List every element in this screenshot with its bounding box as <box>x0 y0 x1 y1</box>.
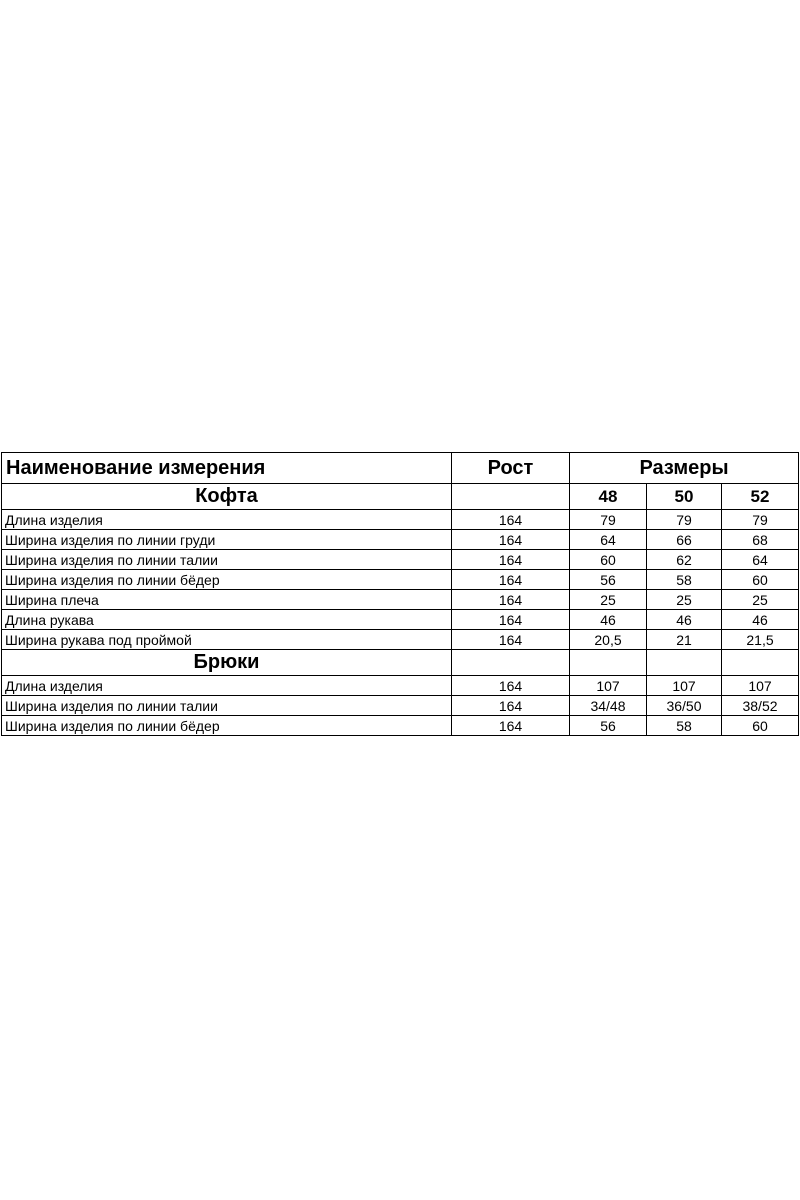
size-value: 107 <box>570 676 647 696</box>
size-value: 64 <box>722 550 799 570</box>
header-height: Рост <box>452 453 570 484</box>
size-value: 79 <box>722 510 799 530</box>
height-value: 164 <box>452 570 570 590</box>
measurement-name: Ширина рукава под проймой <box>2 630 452 650</box>
measurement-name: Ширина изделия по линии бёдер <box>2 716 452 736</box>
measurement-name: Ширина изделия по линии талии <box>2 696 452 716</box>
table-header-row <box>2 453 799 484</box>
size-label: 48 <box>570 484 647 510</box>
section-title: Брюки <box>2 650 452 676</box>
size-value: 58 <box>647 716 722 736</box>
size-value: 20,5 <box>570 630 647 650</box>
height-value: 164 <box>452 630 570 650</box>
size-value: 60 <box>722 716 799 736</box>
section-height-empty <box>452 650 570 676</box>
height-value: 164 <box>452 716 570 736</box>
size-chart-table <box>1 452 799 736</box>
size-value: 62 <box>647 550 722 570</box>
size-value: 107 <box>722 676 799 696</box>
table-row <box>2 550 799 570</box>
table-row <box>2 696 799 716</box>
size-value: 60 <box>722 570 799 590</box>
height-value: 164 <box>452 610 570 630</box>
height-value: 164 <box>452 590 570 610</box>
header-sizes: Размеры <box>570 453 799 484</box>
size-value: 25 <box>647 590 722 610</box>
size-value: 25 <box>570 590 647 610</box>
size-value: 64 <box>570 530 647 550</box>
size-value: 46 <box>570 610 647 630</box>
size-label <box>570 650 647 676</box>
measurement-name: Длина изделия <box>2 510 452 530</box>
size-value: 21,5 <box>722 630 799 650</box>
height-value: 164 <box>452 550 570 570</box>
measurement-name: Ширина изделия по линии бёдер <box>2 570 452 590</box>
table-row <box>2 570 799 590</box>
section-height-empty <box>452 484 570 510</box>
height-value: 164 <box>452 530 570 550</box>
size-value: 66 <box>647 530 722 550</box>
table-row <box>2 530 799 550</box>
size-value: 56 <box>570 716 647 736</box>
measurement-name: Ширина плеча <box>2 590 452 610</box>
size-label: 52 <box>722 484 799 510</box>
measurement-name: Длина изделия <box>2 676 452 696</box>
measurement-name: Ширина изделия по линии груди <box>2 530 452 550</box>
size-label: 50 <box>647 484 722 510</box>
header-measurement-name: Наименование измерения <box>2 453 452 484</box>
size-value: 25 <box>722 590 799 610</box>
table-row <box>2 610 799 630</box>
height-value: 164 <box>452 510 570 530</box>
size-value: 79 <box>647 510 722 530</box>
size-label <box>647 650 722 676</box>
size-value: 38/52 <box>722 696 799 716</box>
size-value: 68 <box>722 530 799 550</box>
size-value: 46 <box>722 610 799 630</box>
size-value: 60 <box>570 550 647 570</box>
height-value: 164 <box>452 676 570 696</box>
section-row-top <box>2 484 799 510</box>
measurement-name: Ширина изделия по линии талии <box>2 550 452 570</box>
table-row <box>2 676 799 696</box>
size-value: 58 <box>647 570 722 590</box>
table-row <box>2 590 799 610</box>
section-row-bottom <box>2 650 799 676</box>
size-value: 21 <box>647 630 722 650</box>
measurement-name: Длина рукава <box>2 610 452 630</box>
section-title: Кофта <box>2 484 452 510</box>
table-row <box>2 716 799 736</box>
size-value: 56 <box>570 570 647 590</box>
table-row <box>2 510 799 530</box>
height-value: 164 <box>452 696 570 716</box>
size-value: 36/50 <box>647 696 722 716</box>
table-row <box>2 630 799 650</box>
size-value: 46 <box>647 610 722 630</box>
size-value: 79 <box>570 510 647 530</box>
size-value: 107 <box>647 676 722 696</box>
size-label <box>722 650 799 676</box>
size-value: 34/48 <box>570 696 647 716</box>
